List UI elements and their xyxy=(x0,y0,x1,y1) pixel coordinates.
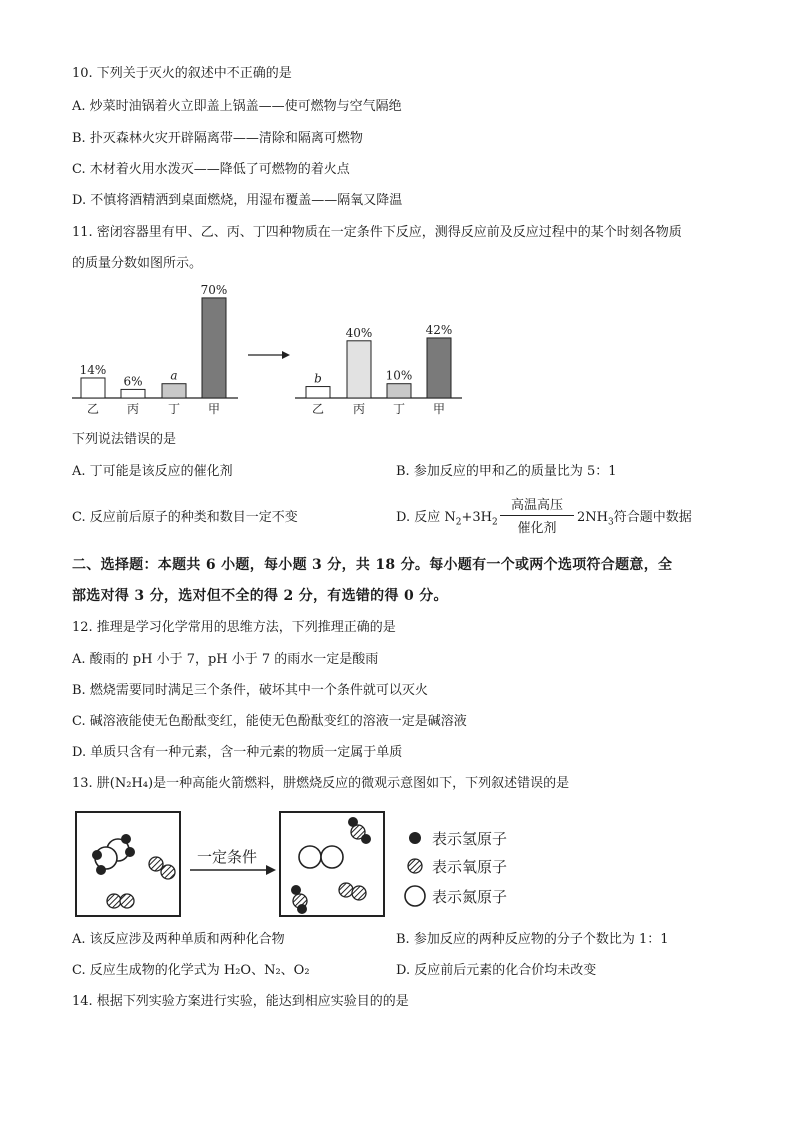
chart-before-reaction xyxy=(72,283,238,416)
category-tick-label: 丙 xyxy=(352,402,366,416)
q12-stem: 12. 推理是学习化学常用的思维方法，下列推理正确的是 xyxy=(72,620,396,635)
q11-question: 下列说法错误的是 xyxy=(72,432,177,447)
q12-option-c: C. 碱溶液能使无色酚酞变红，能使无色酚酞变红的溶液一定是碱溶液 xyxy=(72,714,467,729)
q10-option-d: D. 不慎将酒精洒到桌面燃烧，用湿布覆盖——隔氧又降温 xyxy=(72,193,403,208)
arrow-label: 一定条件 xyxy=(197,848,258,866)
svg-text:表示氢原子: 表示氢原子 xyxy=(432,830,508,848)
q10-option-a: A. 炒菜时油锅着火立即盖上锅盖——使可燃物与空气隔绝 xyxy=(72,99,402,114)
q11-stem-line2: 的质量分数如图所示。 xyxy=(72,256,203,271)
q11-option-c: C. 反应前后原子的种类和数目一定不变 xyxy=(72,510,298,525)
arrow-head-icon xyxy=(266,865,276,875)
category-tick-label: 甲 xyxy=(432,402,446,416)
q13-option-c: C. 反应生成物的化学式为 H₂O、N₂、O₂ xyxy=(72,963,310,978)
bar-丁 xyxy=(162,384,186,398)
q11-option-d: D. 反应 $N_2+3H_2$ xyxy=(396,510,498,528)
reaction-arrow-icon xyxy=(248,351,290,359)
q11-bar-charts xyxy=(0,280,794,420)
q13-option-d: D. 反应前后元素的化合价均未改变 xyxy=(396,963,597,978)
bar-丙 xyxy=(347,341,371,398)
oxygen-molecule xyxy=(149,857,175,879)
oxygen-molecule xyxy=(107,894,134,908)
bar-data-label: 6% xyxy=(123,374,143,389)
water-molecule xyxy=(291,885,307,914)
q12-option-a: A. 酸雨的 pH 小于 7，pH 小于 7 的雨水一定是酸雨 xyxy=(72,652,379,667)
q14-stem: 14. 根据下列实验方案进行实验，能达到相应实验目的的是 xyxy=(72,994,409,1009)
category-tick-label: 乙 xyxy=(86,402,100,416)
bar-data-label: 42% xyxy=(425,322,453,337)
q10-stem: 10. 下列关于灭火的叙述中不正确的是 xyxy=(72,66,292,81)
section2-line1: 二、选择题：本题共 6 小题，每小题 3 分，共 18 分。每小题有一个或两个选项符合题意，全 xyxy=(72,557,673,573)
bar-data-label: a xyxy=(170,368,178,383)
q10-option-b: B. 扑灭森林火灾开辟隔离带——清除和隔离可燃物 xyxy=(72,131,363,146)
bar-丁 xyxy=(387,384,411,398)
q13-micro-diagram xyxy=(70,808,550,923)
legend-hydrogen xyxy=(409,830,507,848)
bar-乙 xyxy=(81,378,105,398)
hydrazine-molecule xyxy=(92,834,135,875)
chart-after-reaction xyxy=(295,323,462,416)
condition-bar xyxy=(500,515,574,516)
category-tick-label: 丙 xyxy=(126,402,140,416)
bar-甲 xyxy=(202,298,226,398)
legend-nitrogen xyxy=(405,886,507,906)
nitrogen-molecule xyxy=(299,846,343,868)
bar-data-label: 70% xyxy=(200,282,228,297)
category-tick-label: 乙 xyxy=(311,402,325,416)
oxygen-molecule xyxy=(339,883,366,900)
q12-option-b: B. 燃烧需要同时满足三个条件，破坏其中一个条件就可以灭火 xyxy=(72,683,428,698)
condition-top: 高温高压 xyxy=(510,498,563,513)
q11-option-a: A. 丁可能是该反应的催化剂 xyxy=(72,464,233,479)
category-tick-label: 甲 xyxy=(207,402,221,416)
category-tick-label: 丁 xyxy=(167,402,181,416)
category-tick-label: 丁 xyxy=(392,402,406,416)
q10-option-c: C. 木材着火用水泼灭——降低了可燃物的着火点 xyxy=(72,162,350,177)
bar-丙 xyxy=(121,389,145,398)
q11-stem-line1: 11. 密闭容器里有甲、乙、丙、丁四种物质在一定条件下反应，测得反应前及反应过程中的某个时刻各物质 xyxy=(72,225,682,240)
bar-data-label: 40% xyxy=(345,325,373,340)
condition-bottom: 催化剂 xyxy=(517,521,557,536)
bar-data-label: b xyxy=(314,371,322,386)
legend-oxygen xyxy=(408,858,507,876)
bar-data-label: 14% xyxy=(79,362,107,377)
svg-text:表示氮原子: 表示氮原子 xyxy=(432,888,508,906)
q11-option-b: B. 参加反应的甲和乙的质量比为 5：1 xyxy=(396,464,617,479)
q11-option-d-rest: $2NH_3$符合题中数据 xyxy=(577,510,692,528)
bar-乙 xyxy=(306,387,330,398)
water-molecule xyxy=(348,817,371,844)
bar-data-label: 10% xyxy=(385,368,413,383)
q12-option-d: D. 单质只含有一种元素，含一种元素的物质一定属于单质 xyxy=(72,745,403,760)
q13-option-a: A. 该反应涉及两种单质和两种化合物 xyxy=(72,932,285,947)
q13-stem: 13. 肼(N₂H₄)是一种高能火箭燃料，肼燃烧反应的微观示意图如下，下列叙述错误的是 xyxy=(72,776,570,791)
bar-甲 xyxy=(427,338,451,398)
q13-option-b: B. 参加反应的两种反应物的分子个数比为 1：1 xyxy=(396,932,669,947)
section2-line2: 部选对得 3 分，选对但不全的得 2 分，有选错的得 0 分。 xyxy=(72,588,448,604)
svg-text:表示氧原子: 表示氧原子 xyxy=(432,858,508,876)
reaction-condition xyxy=(500,494,574,536)
